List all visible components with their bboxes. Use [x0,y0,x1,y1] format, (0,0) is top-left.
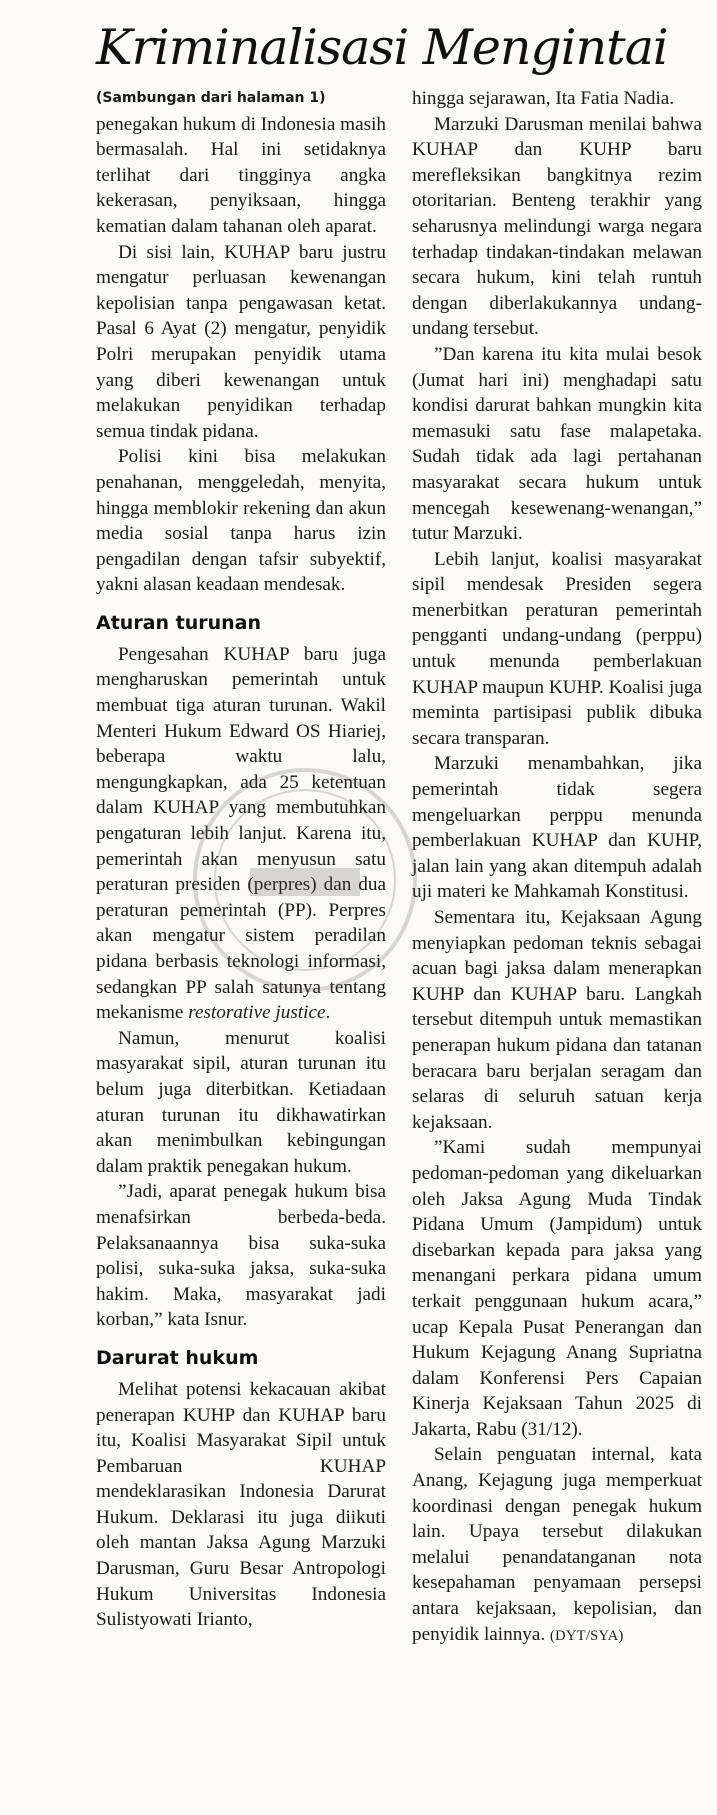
paragraph: Marzuki menambahkan, jika pemerintah tidak segera mengeluarkan perppu menunda pemberlakuan KUHAP dan KUHP, jalan lain yang akan ditempuh adalah uji materi ke Mahkamah Konstitusi. [412,753,702,903]
paragraph: ”Dan karena itu kita mulai besok (Jumat hari ini) menghadapi satu kondisi darurat bahkan mungkin kita memasuki satu fase malapetaka. Sudah tidak ada lagi pertahanan masyarakat secara hukum untuk mencegah kesewenang-wenangan,” tutur Marzuki. [412,343,702,545]
paragraph-text: Pengesahan KUHAP baru juga mengharuskan pemerintah untuk membuat tiga aturan turunan. Wakil Menteri Hukum Edward OS Hiariej, beberapa waktu lalu, mengungkapkan, ada 25 ketentuan dalam KUHAP yang membutuhkan pengaturan lebih lanjut. Karena itu, pemerintah akan menyusun satu peraturan presiden (perpres) dan dua peraturan pemerintah (PP). Perpres akan mengatur sistem peradilan pidana berbasis teknologi informasi, sedangkan PP salah satunya tentang mekanisme [96,643,386,1024]
paragraph: Namun, menurut koalisi masyarakat sipil, aturan turunan itu belum juga diterbitkan. Ketiadaan aturan turunan itu dikhawatirkan akan menimbulkan kebingungan dalam praktik penegakan hukum. [96,1027,386,1177]
left-column [96,86,386,1633]
paragraph: ”Kami sudah mempunyai pedoman-pedoman yang dikeluarkan oleh Jaksa Agung Muda Tindak Pidana Umum (Jampidum) untuk disebarkan kepada para jaksa yang menangani perkara pidana umum terkait penggunaan hukum acara,” ucap Kepala Pusat Penerangan dan Hukum Kejagung Anang Supriatna dalam Konferensi Pers Capaian Kinerja Kejaksaan Tahun 2025 di Jakarta, Rabu (31/12). [412,1137,702,1440]
paragraph: Sementara itu, Kejaksaan Agung menyiapkan pedoman teknis sebagai acuan bagi jaksa dalam menerapkan KUHP dan KUHAP baru. Langkah tersebut ditempuh untuk memastikan penerapan hukum pidana dan tatanan beracara baru berjalan seragam dan selaras di seluruh satuan kerja kejaksaan. [412,907,702,1133]
paragraph [96,642,386,1026]
paragraph: hingga sejarawan, Ita Fatia Nadia. [412,88,675,109]
paragraph-end: . [325,1002,331,1024]
paragraph [412,1442,702,1649]
subheading-aturan-turunan: Aturan turunan [96,611,262,634]
paragraph-text: Selain penguatan internal, kata Anang, Kejagung juga memperkuat koordinasi dengan penegak hukum lain. Upaya tersebut dilakukan melalui penandatanganan nota kesepahaman penyamaan persepsi antara kejaksaan, kepolisian, dan penyidik lainnya. [412,1444,702,1645]
paragraph: Polisi kini bisa melakukan penahanan, menggeledah, menyita, hingga memblokir rekening dan akun media sosial tanpa harus izin pengadilan dengan tafsir subyektif, yakni alasan keadaan mendesak. [96,446,386,596]
paragraph: Marzuki Darusman menilai bahwa KUHAP dan KUHP baru merefleksikan bangkitnya rezim otoritarian. Benteng terakhir yang seharusnya melindungi warga negara terhadap tindakan-tindakan melawan secara hukum, kini telah runtuh dengan diberlakukannya undang-undang tersebut. [412,113,702,340]
subheading-darurat-hukum: Darurat hukum [96,1346,259,1369]
italic-term: restorative justice [188,1002,326,1024]
byline: (DYT/SYA) [550,1627,624,1644]
right-column [412,86,702,1649]
paragraph: Melihat potensi kekacauan akibat penerapan KUHP dan KUHAP baru itu, Koalisi Masyarakat Sipil untuk Pembaruan KUHAP mendeklarasikan Indonesia Darurat Hukum. Deklarasi itu juga diikuti oleh mantan Jaksa Agung Marzuki Darusman, Guru Besar Antropologi Hukum Universitas Indonesia Sulistyowati Irianto, [96,1378,386,1631]
article-headline: Kriminalisasi Mengintai [96,19,668,76]
paragraph: penegakan hukum di Indonesia masih bermasalah. Hal ini setidaknya terlihat dari tingginya angka kekerasan, penyiksaan, hingga kematian dalam tahanan oleh aparat. [96,113,386,237]
continuation-note: (Sambungan dari halaman 1) [96,90,326,106]
paragraph: ”Jadi, aparat penegak hukum bisa menafsirkan berbeda-beda. Pelaksanaannya bisa suka-suka polisi, suka-suka jaksa, suka-suka hakim. Maka, masyarakat jadi korban,” kata Isnur. [96,1181,386,1331]
paragraph: Di sisi lain, KUHAP baru justru mengatur perluasan kewenangan kepolisian tanpa pengawasan ketat. Pasal 6 Ayat (2) mengatur, penyidik Polri merupakan penyidik utama yang diberi kewenangan untuk melakukan penyidikan terhadap semua tindak pidana. [96,241,386,442]
paragraph: Lebih lanjut, koalisi masyarakat sipil mendesak Presiden segera menerbitkan peraturan pemerintah pengganti undang-undang (perppu) untuk menunda pemberlakuan KUHAP maupun KUHP. Koalisi juga meminta partisipasi publik dibuka secara transparan. [412,548,702,749]
